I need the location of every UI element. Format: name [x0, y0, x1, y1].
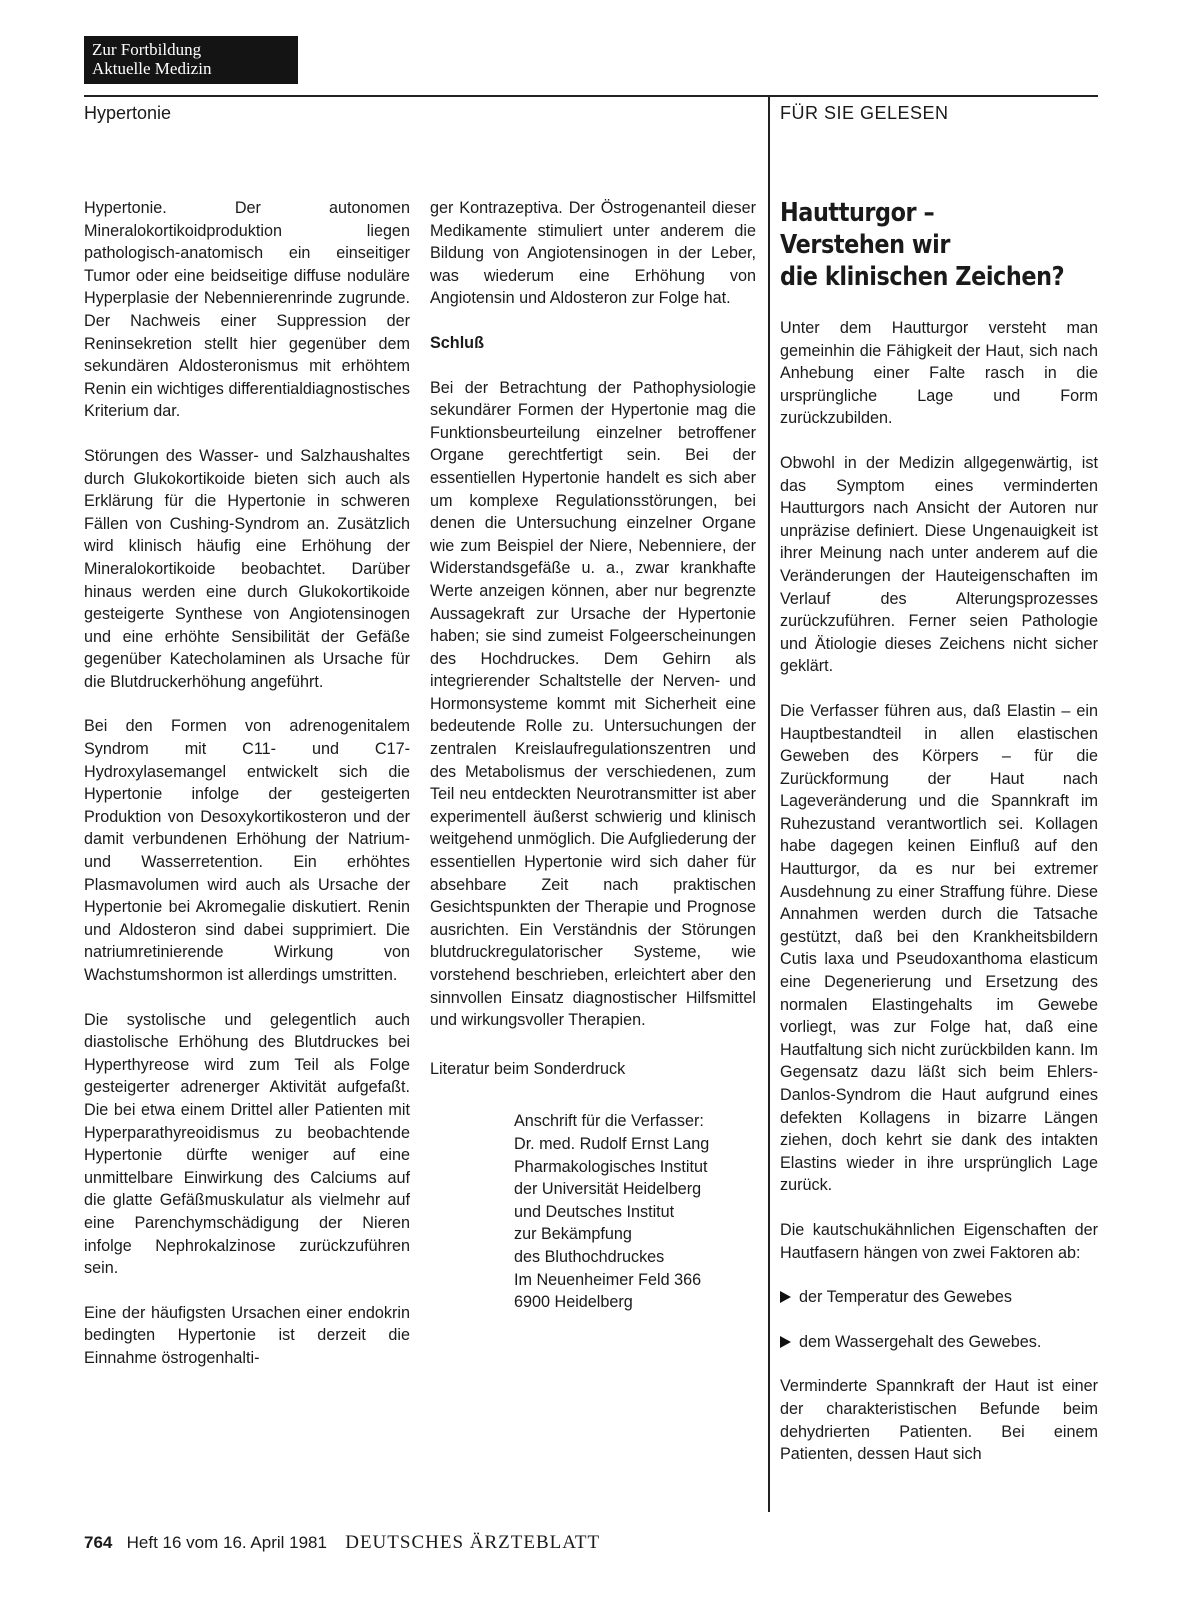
- address-line: des Bluthochdruckes: [514, 1247, 665, 1266]
- headline-line: die klinischen Zeichen?: [780, 262, 1065, 292]
- address-line: Im Neuenheimer Feld 366: [514, 1270, 702, 1289]
- paragraph: Unter dem Hautturgor versteht man gemeinhin die Fähigkeit der Haut, sich nach Anhebung einer Falte rasch in die ursprüngliche Lage und Form zurückzubilden.: [780, 319, 1098, 428]
- triangle-bullet-icon: [780, 1336, 791, 1348]
- paragraph: ger Kontrazeptiva. Der Östrogenanteil dieser Medikamente stimuliert unter anderem die Bildung von Angiotensinogen in der Leber, was wiederum eine Erhöhung von Angiotensin und Aldosteron zur Folge hat.: [430, 199, 756, 308]
- address-line: Dr. med. Rudolf Ernst Lang: [514, 1134, 710, 1153]
- top-rule: [84, 95, 1098, 97]
- rubric-badge: [84, 36, 298, 84]
- column-divider: [768, 95, 770, 1512]
- address-line: Anschrift für die Verfasser:: [514, 1112, 704, 1131]
- paragraph: Obwohl in der Medizin allgegenwärtig, ist das Symptom eines verminderten Hautturgors nach Ansicht der Autoren nur unpräzise definiert. Diese Ungenauigkeit ist ihrer Meinung nach unter anderem auf die Veränderungen der Hauteigenschaften im Verlauf des Alterungsprozesses zurückzuführen. Ferner seien Pathologie und Ätiologie dieses Zeichens nicht sicher geklärt.: [780, 453, 1098, 676]
- journal-name: DEUTSCHES ÄRZTEBLATT: [345, 1532, 601, 1553]
- section-title-left: Hypertonie: [84, 103, 172, 123]
- paragraph: Eine der häufigsten Ursachen einer endokrin bedingten Hypertonie ist derzeit die Einnahme östrogenhalti-: [84, 1303, 410, 1367]
- paragraph: Die kautschukähnlichen Eigenschaften der Hautfasern hängen von zwei Faktoren ab:: [780, 1220, 1098, 1262]
- address-line: und Deutsches Institut: [514, 1202, 675, 1221]
- author-address: [514, 1110, 756, 1313]
- literature-note: Literatur beim Sonderdruck: [430, 1059, 626, 1078]
- address-line: Pharmakologisches Institut: [514, 1157, 708, 1176]
- bullet-text: dem Wassergehalt des Gewebes.: [799, 1332, 1042, 1351]
- badge-line-1: Zur Fortbildung: [92, 40, 202, 59]
- sidebar-article-column: [780, 197, 1098, 1488]
- article-column-1: [84, 197, 410, 1392]
- paragraph: Störungen des Wasser- und Salzhaushaltes durch Glukokortikoide bieten sich auch als Erklärung für die Hypertonie in schweren Fällen von Cushing-Syndrom an. Zusätzlich wird klinisch häufig eine Erhöhung der Mineralokortikoide beobachtet. Darüber hinaus werden eine durch Glukokortikoide gesteigerte Synthese von Angiotensinogen und eine erhöhte Sensibilität der Gefäße gegenüber Katecholaminen als Ursache für die Blutdruckerhöhung angeführt.: [84, 446, 410, 691]
- paragraph: Hypertonie. Der autonomen Mineralokortikoidproduktion liegen pathologisch-anatomisch ein einseitiger Tumor oder eine beidseitige diffuse noduläre Hyperplasie der Nebennierenrinde zugrunde. Der Nachweis einer Suppression der Reninsekretion stellt hier gegenüber dem sekundären Aldosteronismus mit erhöhtem Renin ein wichtiges differentialdiagnostisches Kriterium dar.: [84, 199, 410, 421]
- paragraph: Die Verfasser führen aus, daß Elastin – ein Hauptbestandteil in allen elastischen Geweben des Körpers – für die Zurückformung der Haut nach Lageveränderung und die Spannkraft im Ruhezustand verantwortlich sei. Kollagen habe dagegen keinen Einfluß auf den Hautturgor, da es nur bei extremer Ausdehnung zu einer Straffung führe. Diese Annahmen werden durch die Tatsache gestützt, daß bei den Krankheitsbildern Cutis laxa und Pseudoxanthoma elasticum eine Degenerierung und Ersetzung des normalen Elastingehalts im Gewebe vorliegt, was zur Folge hat, daß eine Hautfaltung sich nicht zurückbilden kann. Im Gegensatz dazu läßt sich beim Ehlers-Danlos-Syndrom die Haut aufgrund eines defekten Kollagens in bizarre Längen ziehen, doch kehrt sie dank des intakten Elastins wieder in ihre ursprünglich Lage zurück.: [780, 701, 1098, 1195]
- article-headline: [780, 197, 1090, 293]
- paragraph: Verminderte Spannkraft der Haut ist einer der charakteristischen Befunde beim dehydrierten Patienten. Bei einem Patienten, dessen Haut sich: [780, 1377, 1098, 1464]
- headline-line: Verstehen wir: [780, 230, 950, 260]
- address-line: 6900 Heidelberg: [514, 1293, 633, 1312]
- section-title-right: FÜR SIE GELESEN: [780, 103, 949, 123]
- address-line: zur Bekämpfung: [514, 1225, 632, 1244]
- paragraph: Die systolische und gelegentlich auch diastolische Erhöhung des Blutdruckes bei Hyperthyreose wird zum Teil als Folge gesteigerter adrenerger Aktivität aufgefaßt. Die bei etwa einem Drittel aller Patienten mit Hyperparathyreoidismus zu beobachtende Hypertonie dürfte weniger auf eine unmittelbare Einwirkung des Calciums auf die glatte Gefäßmuskulatur als vielmehr auf eine Parenchymschädigung der Nieren infolge Nephrokalzinose zurückzuführen sein.: [84, 1010, 410, 1278]
- paragraph: Bei den Formen von adrenogenitalem Syndrom mit C11- und C17-Hydroxylasemangel entwickelt sich die Hypertonie infolge der gesteigerten Produktion von Desoxykortikosteron und der damit verbundenen Erhöhung der Natrium- und Wasserretention. Ein erhöhtes Plasmavolumen wird auch als Ursache der Hypertonie bei Akromegalie diskutiert. Renin und Aldosteron sind dabei supprimiert. Die natriumretinierende Wirkung von Wachstumshormon ist allerdings umstritten.: [84, 717, 410, 984]
- bullet-item: [780, 1331, 1098, 1354]
- section-subheading: Schluß: [430, 333, 484, 352]
- bullet-text: der Temperatur des Gewebes: [799, 1288, 1012, 1307]
- article-column-2: [430, 197, 756, 1314]
- headline-line: Hautturgor –: [780, 198, 935, 228]
- paragraph: Bei der Betrachtung der Pathophysiologie sekundärer Formen der Hypertonie mag die Funktionsbeurteilung einzelner betroffener Organe gerechtfertigt sein. Bei der essentiellen Hypertonie handelt es sich aber um komplexe Regulationsstörungen, bei denen die Untersuchung einzelner Organe wie zum Beispiel der Niere, Nebenniere, der Widerstandsgefäße u. a., zwar krankhafte Werte anzeigen können, aber nur begrenzte Aussagekraft zur Ursache der Hypertonie haben; sie sind zumeist Folgeerscheinungen des Hochdruckes. Dem Gehirn als integrierender Schaltstelle der Nerven- und Hormonsysteme kommt mit Sicherheit eine bedeutende Rolle zu. Untersuchungen der zentralen Kreislaufregulationszentren und des Metabolismus der verschiedenen, zum Teil neu entdeckten Neurotransmitter ist aber experimentell äußerst schwierig und klinisch weitgehend unmöglich. Die Aufgliederung der essentiellen Hypertonie wird sich daher für absehbare Zeit nach praktischen Gesichtspunkten der Therapie und Prognose ausrichten. Ein Verständnis der Störungen blutdruckregulatorischer Systeme, wie vorstehend beschrieben, erleichtert aber den sinnvollen Einsatz diagnostischer Hilfsmittel und wirkungsvoller Therapien.: [430, 378, 756, 1030]
- address-line: der Universität Heidelberg: [514, 1180, 702, 1199]
- bullet-item: [780, 1286, 1098, 1309]
- page-number: 764: [84, 1533, 113, 1552]
- page-footer: [84, 1532, 600, 1554]
- triangle-bullet-icon: [780, 1291, 791, 1303]
- issue-info: Heft 16 vom 16. April 1981: [126, 1533, 327, 1552]
- badge-line-2: Aktuelle Medizin: [92, 59, 212, 78]
